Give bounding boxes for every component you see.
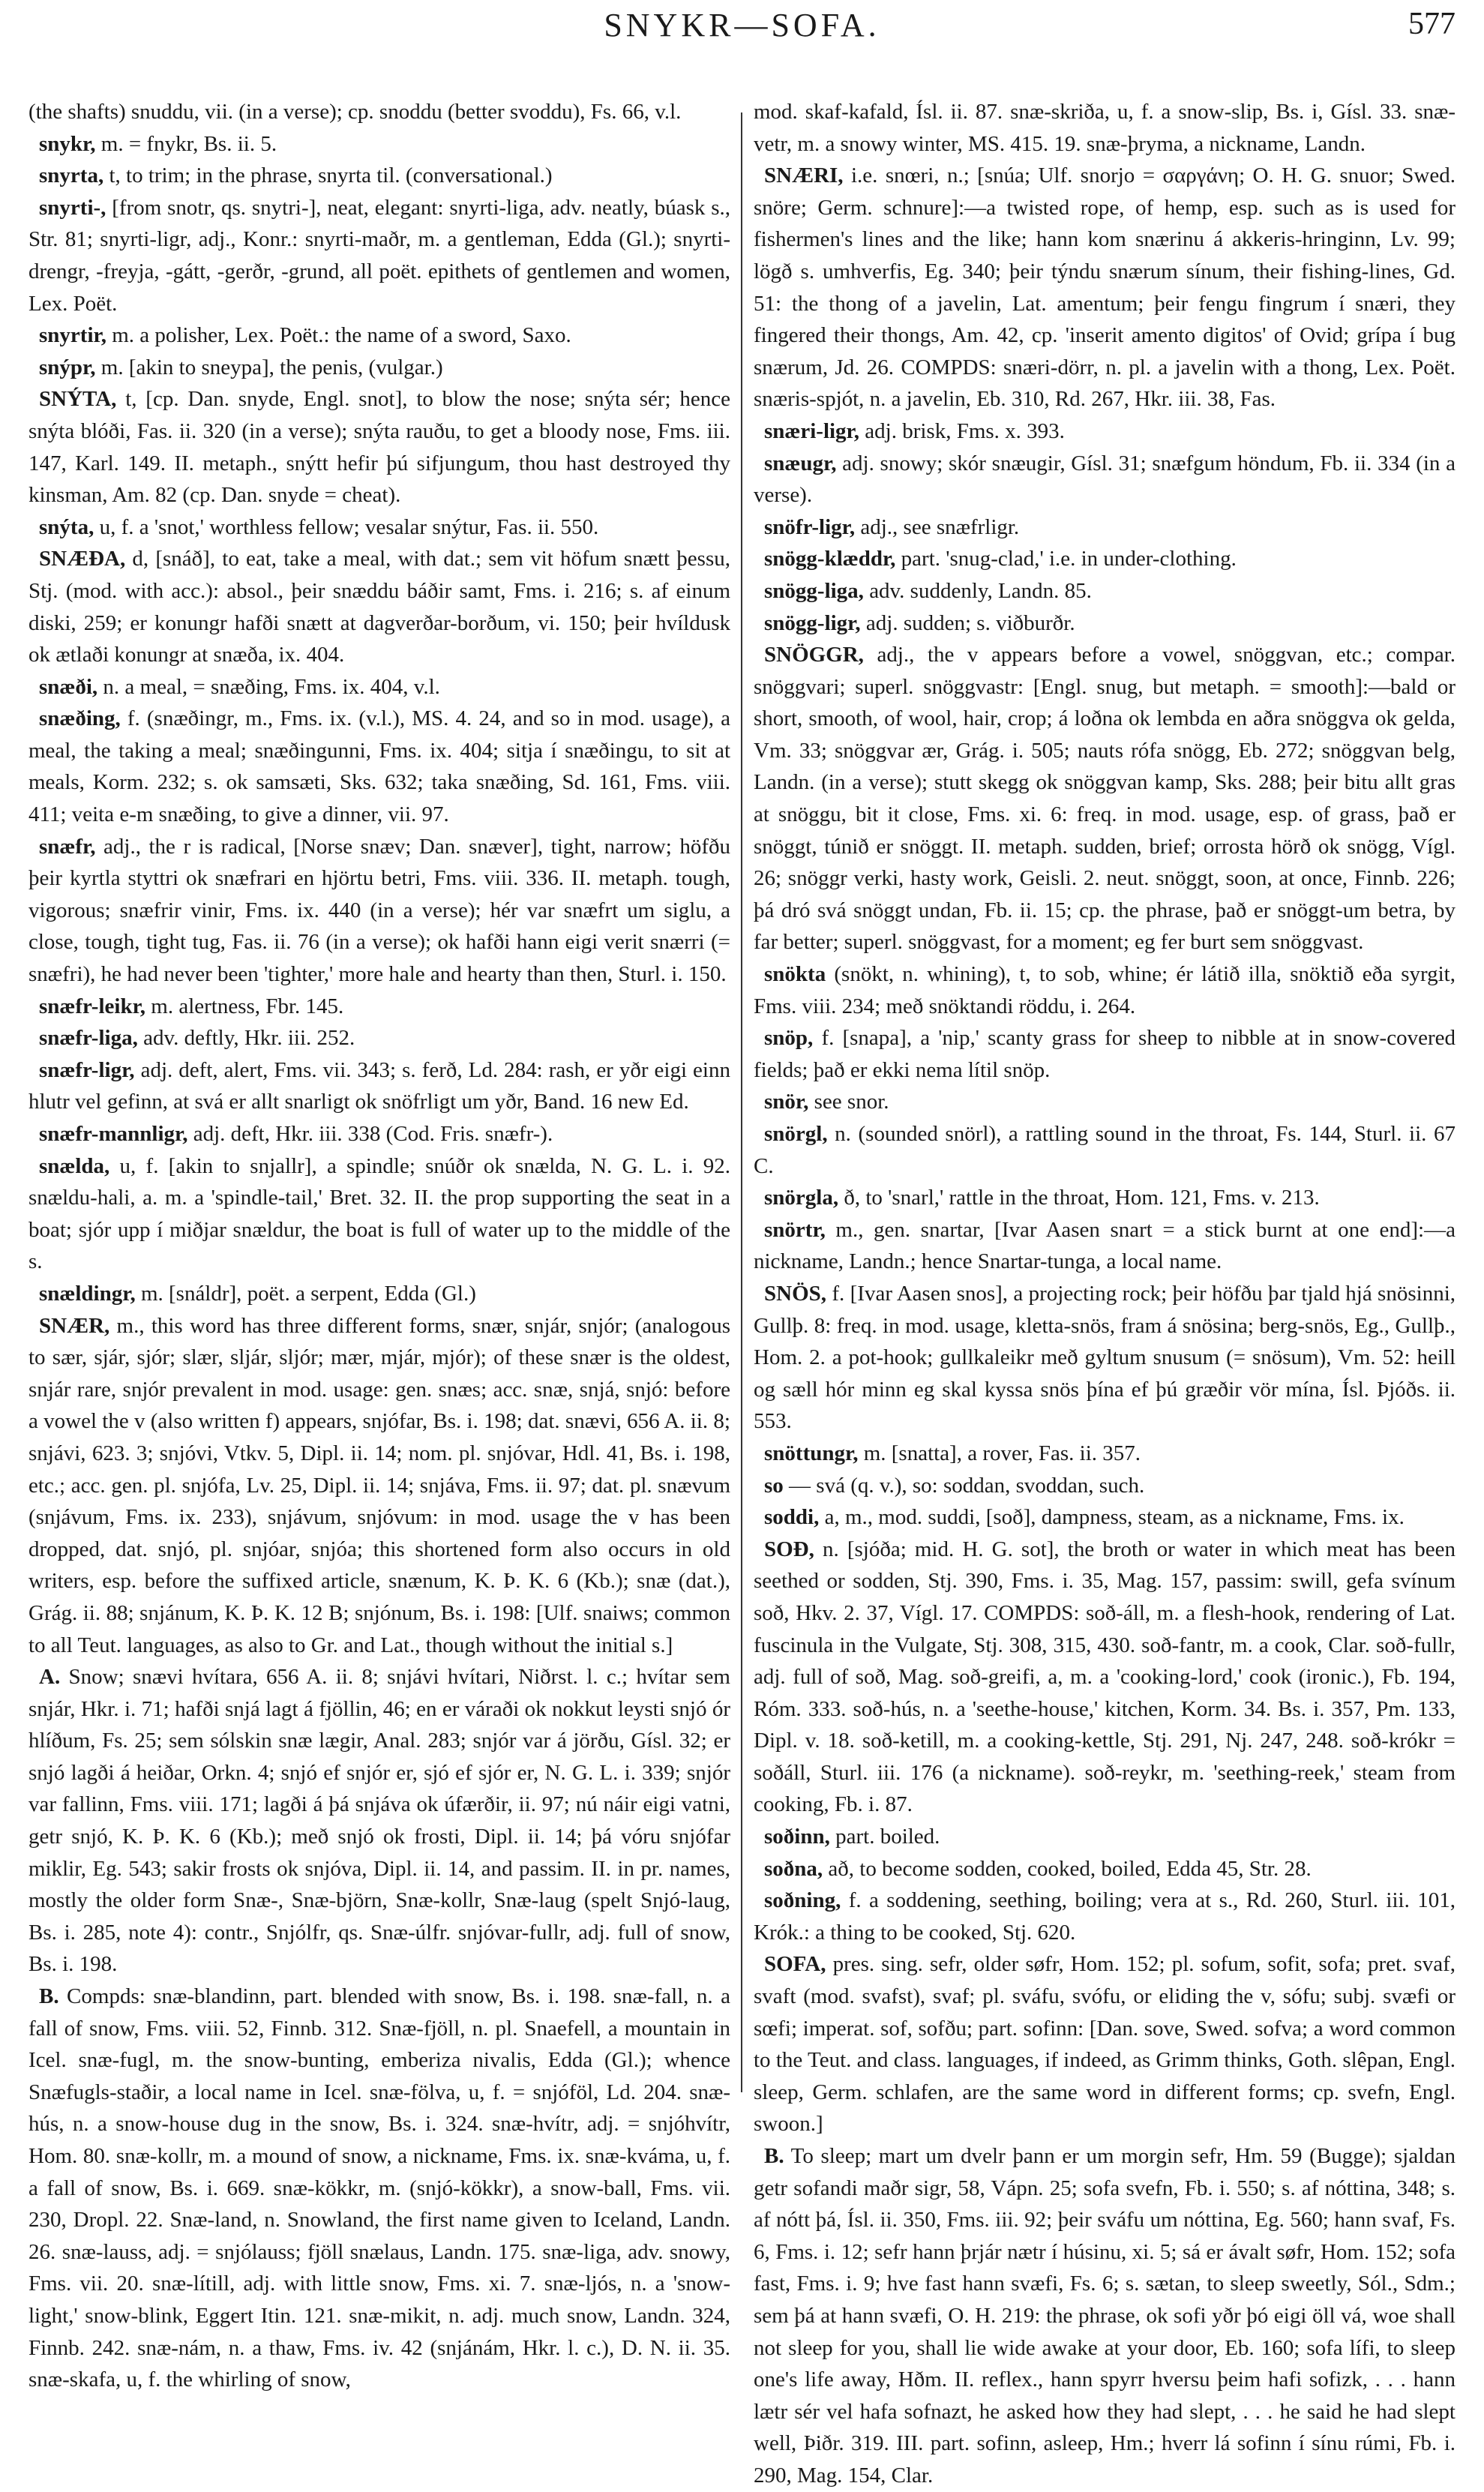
- entry-headword: snyrti-,: [39, 195, 106, 220]
- dictionary-entry: [754, 575, 1456, 607]
- entry-headword: snældingr,: [39, 1281, 136, 1306]
- entry-definition: (snökt, n. whining), t, to sob, whine; ér látið illa, snöktið eða syrgit, Fms. viii. 234; með snöktandi röddu, i. 264.: [754, 962, 1456, 1018]
- entry-headword: SOFA,: [764, 1952, 826, 1977]
- dictionary-entry: [28, 319, 730, 352]
- entry-headword: soðna,: [764, 1856, 823, 1881]
- left-column: [28, 96, 730, 2396]
- entry-definition: n. a meal, = snæðing, Fms. ix. 404, v.l.: [97, 674, 440, 699]
- entry-headword: B.: [764, 2144, 784, 2168]
- entry-headword: snæfr-mannligr,: [39, 1122, 188, 1146]
- entry-definition: u, f. a 'snot,' worthless fellow; vesalar snýtur, Fas. ii. 550.: [94, 514, 599, 539]
- entry-definition: adj. sudden; s. viðburðr.: [860, 610, 1075, 635]
- entry-definition: m. alertness, Fbr. 145.: [145, 994, 344, 1018]
- page-number: 577: [1408, 7, 1456, 41]
- entry-definition: m. = fnykr, Bs. ii. 5.: [95, 131, 277, 156]
- entry-definition: n. (sounded snörl), a rattling sound in the throat, Fs. 144, Sturl. ii. 67 C.: [754, 1122, 1456, 1178]
- dictionary-entry: [754, 1501, 1456, 1534]
- dictionary-entry: [28, 1981, 730, 2396]
- entry-headword: snæði,: [39, 674, 98, 699]
- entry-headword: soddi,: [764, 1505, 820, 1530]
- entry-definition: adv. suddenly, Landn. 85.: [863, 578, 1092, 603]
- entry-headword: snyrtir,: [39, 323, 106, 348]
- entry-headword: snykr,: [39, 131, 96, 156]
- dictionary-entry: [28, 1118, 730, 1150]
- entry-headword: snögg-ligr,: [764, 610, 861, 635]
- dictionary-entry: [28, 543, 730, 670]
- entry-headword: snör,: [764, 1090, 809, 1114]
- dictionary-entry: [28, 1150, 730, 1278]
- dictionary-entry: [754, 958, 1456, 1022]
- entry-definition: part. 'snug-clad,' i.e. in under-clothing.: [895, 547, 1237, 571]
- entry-definition: m., this word has three different forms, snær, snjár, snjór; (analogous to sær, sjár, sjór; slær, sljár, sljór; mær, mjár, mjór); of these snær is the oldest, snjár rare, snjór prevalent in mod. usage: gen. snæs; acc. snæ, snjá, snjó: before a vowel the v (also written f) appears, snjófar, Bs. i. 198; dat. snævi, 656 A. ii. 8; snjávi, 623. 3; snjóvi, Vtkv. 5, Dipl. ii. 14; nom. pl. snjóvar, Hdl. 41, Bs. i. 198, etc.; acc. gen. pl. snjófa, Lv. 25, Dipl. ii. 14; snjáva, Fms. ii. 97; dat. pl. snævum (snjávum, Fms. ix. 233), snjávum, snjóvum: in mod. usage the v has been dropped, dat. snjó, pl. snjóar, snjóa; this shortened form also occurs in old writers, esp. before the suffixed article, snænum, K. Þ. K. 6 (Kb.); snæ (dat.), Grág. ii. 88; snjánum, K. Þ. K. 12 B; snjónum, Bs. i. 198: [Ulf. snaiws; common to all Teut. languages, as also to Gr. and Lat., though without the initial s.]: [28, 1313, 730, 1657]
- dictionary-entry: [754, 1470, 1456, 1502]
- dictionary-entry: [754, 448, 1456, 511]
- entry-headword: A.: [39, 1665, 61, 1690]
- entry-definition: að, to become sodden, cooked, boiled, Edda 45, Str. 28.: [823, 1856, 1312, 1881]
- entry-headword: snæfr-leikr,: [39, 994, 146, 1018]
- entry-definition: part. boiled.: [829, 1825, 940, 1849]
- entry-headword: snyrta,: [39, 163, 104, 188]
- entry-definition: Snow; snævi hvítara, 656 A. ii. 8; snjávi hvítari, Niðrst. l. c.; hvítar sem snjár, Hkr. i. 71; hafði snjá lagt á fjöllin, 46; en er váraði ok nokkut leysti snjó ór hlíðum, Fs. 25; sem sólskin snæ lægir, Anal. 283; snjór var á jörðu, Gísl. 32; er snjó lagði á heiðar, Orkn. 4; snjó ef snjór er, sjó ef sjór er, N. G. L. i. 339; snjór var fallinn, Fms. viii. 171; lagði á þá snjáva ok úfærðir, ii. 97; nú náir eigi vatni, getr snjó, K. Þ. K. 6 (Kb.); með snjó ok frosti, Dipl. ii. 14; þá vóru snjófar miklir, Eg. 543; sakir frosts ok snjóva, Dipl. ii. 14, and passim. II. in pr. names, mostly the older form Snæ-, Snæ-björn, Snæ-kollr, Snæ-laug (spelt Snjó-laug, Bs. i. 285, note 4): contr., Snjólfr, qs. Snæ-úlfr. snjóvar-fullr, adj. full of snow, Bs. i. 198.: [28, 1665, 730, 1977]
- entry-definition: adj. deft, alert, Fms. vii. 343; s. ferð, Ld. 284: rash, er yðr eigi einn hlutr vel gefinn, at svá er allt snarligt ok snöfrligt um yðr, Band. 16 new Ed.: [28, 1057, 730, 1114]
- entry-definition: m. [akin to sneypa], the penis, (vulgar.): [95, 355, 443, 379]
- entry-definition: n. [sjóða; mid. H. G. sot], the broth or water in which meat has been seethed or sodden, Stj. 390, Fms. i. 35, Mag. 157, passim: swill, gefa svínum soð, Hkv. 2. 37, Vígl. 17. COMPDS: soð-áll, m. a flesh-hook, rendering of Lat. fuscinula in the Vulgate, Stj. 308, 315, 430. soð-fantr, m. a cook, Clar. soð-fullr, adj. full of soð, Mag. soð-greifi, a, m. a 'cooking-lord,' cook (ironic.), Fb. 194, Róm. 333. soð-hús, n. a 'seethe-house,' kitchen, Korm. 34. Bs. i. 357, Pm. 133, Dipl. v. 18. soð-ketill, m. a cooking-kettle, Stj. 291, Nj. 247, 248. soð-krókr = soðáll, Sturl. iii. 176 (a nickname). soð-reykr, m. 'seething-reek,' steam from cooking, Fb. i. 87.: [754, 1537, 1456, 1817]
- entry-definition: (the shafts) snuddu, vii. (in a verse); cp. snoddu (better svoddu), Fs. 66, v.l.: [28, 100, 682, 124]
- dictionary-entry: [754, 1853, 1456, 1885]
- entry-headword: snæfr,: [39, 834, 96, 859]
- entry-definition: m. [snatta], a rover, Fas. ii. 357.: [858, 1441, 1141, 1465]
- entry-headword: soðinn,: [764, 1825, 830, 1849]
- dictionary-entry: [28, 160, 730, 192]
- entry-headword: SOÐ,: [764, 1537, 814, 1561]
- dictionary-entry: [754, 511, 1456, 544]
- dictionary-entry: [28, 1054, 730, 1118]
- dictionary-entry: [28, 96, 730, 128]
- entry-headword: B.: [39, 1984, 59, 2009]
- entry-definition: mod. skaf-kafald, Ísl. ii. 87. snæ-skriða, u, f. a snow-slip, Bs. i, Gísl. 33. snæ-vetr, m. a snowy winter, MS. 415. 19. snæ-þryma, a nickname, Landn.: [754, 100, 1456, 156]
- right-column: [754, 96, 1456, 2492]
- entry-definition: — svá (q. v.), so: soddan, svoddan, such.: [783, 1473, 1145, 1498]
- dictionary-entry: [28, 991, 730, 1023]
- dictionary-entry: [28, 1661, 730, 1981]
- entry-definition: adj., see snæfrligr.: [855, 514, 1020, 539]
- dictionary-entry: [754, 1821, 1456, 1853]
- entry-headword: snögg-klæddr,: [764, 547, 896, 571]
- entry-headword: snýpr,: [39, 355, 96, 379]
- entry-definition: f. [Ivar Aasen snos], a projecting rock; þeir höfðu þar tjald hjá snösinni, Gullþ. 8: freq. in mod. usage, kletta-snös, fram á snösina; berg-snös, Eg., Gullþ., Hom. 2. a pot-hook; gullkaleikr með gyltum snusum (= snösum), Vm. 52: heill og sæll hór minn eg skal kyssa snös þína ef þú græðir vör mína, Ísl. Þjóðs. ii. 553.: [754, 1281, 1456, 1434]
- entry-headword: SNÖGGR,: [764, 643, 864, 667]
- dictionary-entry: [28, 352, 730, 384]
- entry-definition: see snor.: [808, 1090, 889, 1114]
- entry-definition: t, to trim; in the phrase, snyrta til. (conversational.): [103, 163, 553, 188]
- entry-headword: SNÆRI,: [764, 163, 844, 188]
- entry-headword: snæri-ligr,: [764, 418, 860, 443]
- entry-headword: SNÆR,: [39, 1313, 110, 1338]
- entry-headword: soðning,: [764, 1888, 841, 1913]
- dictionary-entry: [28, 1022, 730, 1054]
- entry-definition: [from snotr, qs. snytri-], neat, elegant: snyrti-liga, adv. neatly, búask s., Str. 81; snyrti-ligr, adj., Konr.: snyrti-maðr, m. a gentleman, Edda (Gl.); snyrti-drengr, -freyja, -gátt, -gerðr, -grund, all poët. epithets of gentlemen and women, Lex. Poët.: [28, 195, 730, 316]
- dictionary-entry: [28, 128, 730, 160]
- dictionary-entry: [754, 1885, 1456, 1948]
- dictionary-entry: [754, 2140, 1456, 2492]
- dictionary-entry: [28, 1278, 730, 1310]
- entry-headword: snæfr-ligr,: [39, 1057, 135, 1082]
- entry-definition: To sleep; mart um dvelr þann er um morgin sefr, Hm. 59 (Bugge); sjaldan getr sofandi maðr sigr, 58, Vápn. 25; sofa svefn, Fb. i. 550; s. af nóttina, 348; s. af nótt þá, Ísl. ii. 350, Fms. iii. 92; þeir sváfu um nóttina, Eg. 560; hann svaf, Fs. 6, Fms. i. 12; sefr hann þrjár nætr í húsinu, xi. 5; sá er ávalt søfr, Hom. 152; sofa fast, Fms. i. 9; hve fast hann svæfi, Fs. 6; s. sætan, to sleep sweetly, Sól., Sdm.; sem þá at hann svæfi, O. H. 219: the phrase, ok sofi yðr þó eigi öll vá, woe shall not sleep for you, shall lie wide awake at your door, Eb. 160; sofa lífi, to sleep one's life away, Hðm. II. reflex., hann spyrr hversu þeim hafi sofizk, . . . hann lætr sér vel hafa sofnazt, he asked how they had slept, . . . he said he had slept well, Þiðr. 319. III. part. sofinn, asleep, Hm.; hverr lá sofinn í sínu rúmi, Fb. i. 290, Mag. 154, Clar.: [754, 2144, 1456, 2488]
- dictionary-entry: [754, 1182, 1456, 1214]
- dictionary-entry: [754, 1534, 1456, 1821]
- entry-definition: f. [snapa], a 'nip,' scanty grass for sheep to nibble at in snow-covered fields; það er ekki nema lítil snöp.: [754, 1026, 1456, 1082]
- running-title: SNYKR—SOFA.: [604, 7, 880, 43]
- dictionary-entry: [28, 671, 730, 703]
- dictionary-entry: [28, 1310, 730, 1662]
- entry-definition: t, [cp. Dan. snyde, Engl. snot], to blow the nose; snýta sér; hence snýta blóði, Fas. ii. 320 (in a verse); snýta rauðu, to get a bloody nose, Fms. iii. 147, Karl. 149. II. metaph., snýtt hefir þú sifjungum, thou hast destroyed thy kinsman, Am. 82 (cp. Dan. snyde = cheat).: [28, 387, 730, 508]
- entry-definition: adj. deft, Hkr. iii. 338 (Cod. Fris. snæfr-).: [187, 1122, 553, 1146]
- entry-headword: snæfr-liga,: [39, 1026, 138, 1051]
- dictionary-entry: [28, 383, 730, 511]
- dictionary-entry: [754, 1948, 1456, 2140]
- dictionary-entry: [754, 1438, 1456, 1470]
- entry-definition: m., gen. snartar, [Ivar Aasen snart = a stick burnt at one end]:—a nickname, Landn.; hence Snartar-tunga, a local name.: [754, 1217, 1456, 1274]
- entry-definition: m. [snáldr], poët. a serpent, Edda (Gl.): [135, 1281, 476, 1306]
- entry-definition: u, f. [akin to snjallr], a spindle; snúðr ok snælda, N. G. L. i. 92. snældu-hali, a. m. a 'spindle-tail,' Bret. 32. II. the prop supporting the seat in a boat; sjór upp í miðjar snældur, the boat is full of water up to the middle of the s.: [28, 1153, 730, 1274]
- entry-headword: snökta: [764, 962, 826, 987]
- entry-headword: SNÆÐA,: [39, 547, 126, 571]
- entry-headword: snögg-liga,: [764, 578, 864, 603]
- dictionary-entry: [754, 160, 1456, 415]
- entry-definition: Compds: snæ-blandinn, part. blended with snow, Bs. i. 198. snæ-fall, n. a fall of snow, Fms. viii. 52, Finnb. 312. Snæ-fjöll, n. pl. Snaefell, a mountain in Icel. snæ-fugl, m. the snow-bunting, emberiza nivalis, Edda (Gl.); whence Snæfugls-staðir, a local name in Icel. snæ-fölva, u, f. = snjóföl, Ld. 204. snæ-hús, n. a snow-house dug in the snow, Bs. i. 324. snæ-hvítr, adj. = snjóhvítr, Hom. 80. snæ-kollr, m. a mound of snow, a nickname, Fms. ix. snæ-kváma, u, f. a fall of snow, Bs. i. 669. snæ-kökkr, m. (snjó-kökkr), a snow-ball, Fms. vii. 230, Dropl. 22. Snæ-land, n. Snowland, the first name given to Iceland, Landn. 26. snæ-lauss, adj. = snjólauss; fjöll snælaus, Landn. 175. snæ-liga, adv. snowy, Fms. vii. 20. snæ-lítill, adj. with little snow, Fms. xi. 7. snæ-ljós, n. a 'snow-light,' snow-blink, Eggert Itin. 121. snæ-mikit, n. adj. much snow, Landn. 324, Finnb. 242. snæ-nám, n. a thaw, Fms. iv. 42 (snjánám, Hkr. l. c.), D. N. ii. 35. snæ-skafa, u, f. the whirling of snow,: [28, 1984, 730, 2392]
- dictionary-entry: [754, 1118, 1456, 1182]
- entry-definition: pres. sing. sefr, older søfr, Hom. 152; pl. sofum, sofit, sofa; pret. svaf, svaft (mod. svafst), svaf; pl. sváfu, svófu, or eliding the v, sófu; subj. svæfi or sœfi; imperat. sof, sofðu; part. sofinn: [Dan. sove, Swed. sofva; a word common to the Teut. and class. languages, if indeed, as Grimm thinks, Goth. slêpan, Engl. sleep, Germ. schlafen, are the same word in different forms; cp. svefn, Engl. swoon.]: [754, 1952, 1456, 2137]
- dictionary-entry: [754, 96, 1456, 160]
- entry-definition: adj., the r is radical, [Norse snæv; Dan. snæver], tight, narrow; höfðu þeir kyrtla styttri ok snæfrari en hjörtu betri, Fms. viii. 336. II. metaph. tough, vigorous; snæfrir vinir, Fms. ix. 440 (in a verse); hér var snæfrt um siglu, a close, tough, tight tug, Fas. ii. 76 (in a verse); ok hafði hann eigi verit snærri (= snæfri), he had never been 'tighter,' more hale and hearty than then, Sturl. i. 150.: [28, 834, 730, 987]
- dictionary-entry: [754, 1278, 1456, 1438]
- entry-definition: d, [snáð], to eat, take a meal, with dat.; sem vit höfum snætt þessu, Stj. (mod. with acc.): absol., þeir snæddu báðir samt, Fms. i. 216; s. af einum diski, 259; er konungr hafði snætt at dagverðar-borðum, vi. 150; þeir hvíldusk ok ætlaði konungr at snæða, ix. 404.: [28, 547, 730, 667]
- entry-definition: ð, to 'snarl,' rattle in the throat, Hom. 121, Fms. v. 213.: [838, 1186, 1320, 1210]
- entry-headword: snælda,: [39, 1153, 110, 1178]
- entry-headword: SNÝTA,: [39, 387, 117, 412]
- entry-definition: f. (snæðingr, m., Fms. ix. (v.l.), MS. 4. 24, and so in mod. usage), a meal, the taking a meal; snæðingunni, Fms. ix. 404; sitja í snæðingu, to sit at meals, Korm. 232; s. ok samsæti, Sks. 632; taka snæðing, Sd. 161, Fms. viii. 411; veita e-m snæðing, to give a dinner, vii. 97.: [28, 706, 730, 827]
- dictionary-entry: [28, 831, 730, 991]
- entry-headword: snöp,: [764, 1026, 814, 1051]
- dictionary-entry: [754, 543, 1456, 575]
- column-divider: [741, 112, 742, 2092]
- dictionary-entry: [754, 1214, 1456, 1278]
- entry-definition: i.e. snœri, n.; [snúa; Ulf. snorjo = σαργάνη; O. H. G. snuor; Swed. snöre; Germ. schnure]:—a twisted rope, of hemp, esp. such as is used for fishermen's lines and the like; hann kom snærinu á akkeris-hringinn, Lv. 99; lögð s. umhverfis, Eg. 340; þeir týndu snærum sínum, their fishing-lines, Gd. 51: the thong of a javelin, Lat. amentum; þeir fengu fingrum í snæri, they fingered their thongs, Am. 42, cp. 'inserit amento digitos' of Ovid; grípa í bug snærum, Jd. 26. COMPDS: snæri-dörr, n. pl. a javelin with a thong, Lex. Poët. snæris-spjót, n. a javelin, Eb. 310, Rd. 267, Hkr. iii. 38, Fas.: [754, 163, 1456, 412]
- entry-headword: snæugr,: [764, 451, 837, 475]
- dictionary-entry: [754, 415, 1456, 448]
- entry-headword: snörgla,: [764, 1186, 839, 1210]
- entry-headword: snýta,: [39, 514, 94, 539]
- entry-definition: adj. snowy; skór snæugir, Gísl. 31; snæfgum höndum, Fb. ii. 334 (in a verse).: [754, 451, 1456, 508]
- entry-definition: f. a soddening, seething, boiling; vera at s., Rd. 260, Sturl. iii. 101, Krók.: a thing to be cooked, Stj. 620.: [754, 1888, 1456, 1945]
- dictionary-entry: [754, 639, 1456, 958]
- dictionary-entry: [754, 607, 1456, 640]
- entry-definition: m. a polisher, Lex. Poët.: the name of a sword, Saxo.: [106, 323, 571, 348]
- entry-definition: a, m., mod. suddi, [soð], dampness, steam, as a nickname, Fms. ix.: [819, 1505, 1405, 1530]
- entry-definition: adj. brisk, Fms. x. 393.: [859, 418, 1065, 443]
- dictionary-entry: [28, 703, 730, 830]
- entry-headword: snöfr-ligr,: [764, 514, 856, 539]
- entry-headword: SNÖS,: [764, 1281, 827, 1306]
- entry-definition: adj., the v appears before a vowel, snöggvan, etc.; compar. snöggvari; superl. snöggvastr: [Engl. snug, but metaph. = smooth]:—bald or short, smooth, of wool, hair, crop; á loðna ok lembda en aðra snöggva ok gelda, Vm. 33; snöggvar ær, Grág. i. 505; nauts rófa snögg, Eb. 272; snöggvan belg, Landn. (in a verse); stutt skegg ok snöggvan kamp, Sks. 288; þeir bitu allt gras at snöggu, bit it close, Fms. xi. 6: freq. in mod. usage, esp. of grass, það er snöggt, túnið er snöggt. II. metaph. sudden, brief; orrosta hörð ok snögg, Vígl. 26; snöggr verki, hasty work, Geisli. 2. neut. snöggt, soon, at once, Finnb. 226; þá dró svá snöggt undan, Fb. ii. 15; cp. the phrase, það er snöggt-um betra, by far better; superl. snöggvast, for a moment; eg fer burt sem snöggvast.: [754, 643, 1456, 955]
- entry-headword: so: [764, 1473, 784, 1498]
- entry-headword: snöttungr,: [764, 1441, 859, 1465]
- entry-headword: snörgl,: [764, 1122, 828, 1146]
- entry-headword: snörtr,: [764, 1217, 826, 1242]
- entry-definition: adv. deftly, Hkr. iii. 252.: [137, 1026, 355, 1051]
- dictionary-entry: [754, 1022, 1456, 1086]
- dictionary-entry: [754, 1086, 1456, 1118]
- dictionary-entry: [28, 511, 730, 544]
- dictionary-entry: [28, 192, 730, 319]
- entry-headword: snæðing,: [39, 706, 121, 731]
